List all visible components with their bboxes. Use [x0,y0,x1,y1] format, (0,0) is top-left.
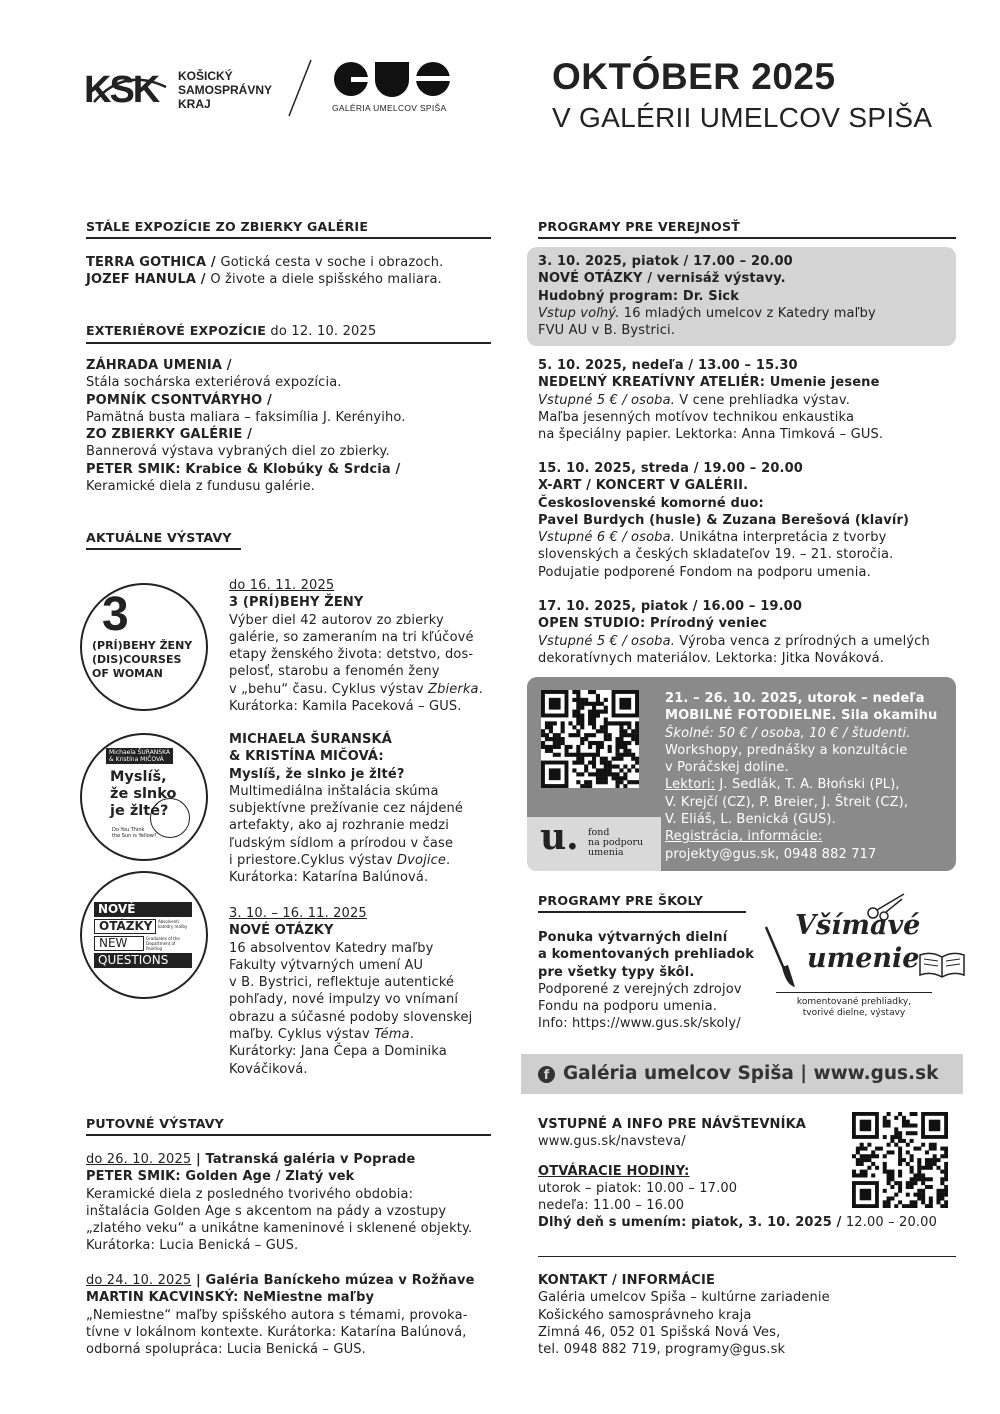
program-text: v Poráčskej doline. [665,760,789,776]
traveling-text: „Nemiestne“ maľby spišského autora s témami, provoka- [86,1307,468,1323]
program-text: FVU AU v B. Bystrici. [538,323,676,339]
traveling-exhibition-2 [86,1272,475,1358]
program-text-part: 16 mladých umelcov z Katedry maľby [619,305,876,321]
skoly-title: pre všetky typy škôl. [538,964,695,980]
program-title: X-ART / KONCERT V GALÉRII. [538,478,749,494]
vsimave-caption-line: tvorivé dielne, výstavy [802,1008,906,1018]
exterier-item-title: ZÁHRADA UMENIA / [86,358,232,373]
vsimave-logo-line: Všímavé [795,910,921,941]
stale-item-title: JOZEF HANULA / [86,272,211,288]
svg-text:KSK: KSK [84,69,159,111]
program-date: 5. 10. 2025, nedeľa / 13.00 – 15.30 [538,358,798,373]
traveling-text: tívne v lokálnom kontexte. Kurátorka: Katarína Balúnová, [86,1324,467,1340]
stale-item [86,254,443,271]
exhibition-curator: Kurátorky: Jana Čepa a Dominika [229,1044,447,1060]
kontakt-line: Galéria umelcov Spiša – kultúrne zariadenie [538,1290,830,1306]
logo-sun-circle [150,798,190,838]
visitor-info-heading: VSTUPNÉ A INFO PRE NÁVŠTEVNÍKA [538,1117,807,1132]
program-text [538,392,883,409]
fond-logo-line: umenia [588,847,624,858]
kontakt-heading: KONTAKT / INFORMÁCIE [538,1273,715,1288]
program-text: Workshopy, prednášky a konzultácie [665,742,908,758]
logo-names-box [106,748,173,764]
gus-name: GALÉRIA UMELCOV SPIŠA [332,103,447,113]
program-4 [538,598,930,667]
exhibition-logo-myslis [80,733,208,861]
traveling-title: MARTIN KACVINSKÝ: NeMiestne maľby [86,1290,375,1306]
vsimave-logo [795,909,920,975]
logo-big-number: 3 [102,588,129,641]
exhibition-text: subjektívne prežívanie cez nájdené [229,801,464,817]
program-text: dekoratívnych materiálov. Lektorka: Jitka Nováková. [538,650,885,666]
exhibition-title: & KRISTÍNA MIČOVÁ: [229,749,384,765]
program-text [538,633,930,650]
exhibition-text-part: v „behu“ času. Cyklus výstav [229,681,429,697]
program-lecturers-label: Lektori: [665,777,716,793]
traveling-date-venue [86,1272,475,1289]
exhibition-nove-otazky [229,905,472,1078]
logo-line: the Sun is Yellow? [112,833,157,839]
stale-heading-text: STÁLE EXPOZÍCIE ZO ZBIERKY GALÉRIE [86,219,369,234]
program-text-part: Unikátna interpretácia z tvorby [674,530,887,546]
vsimave-logo-line: umenie [807,943,920,974]
program-title: Československé komorné duo: [538,495,764,511]
program-title: Hudobný program: Dr. Sick [538,288,740,304]
skoly-title: Ponuka výtvarných dielní [538,930,728,945]
traveling-text: odborná spolupráca: Lucia Benická – GUS. [86,1342,366,1358]
section-heading-exterier [86,323,491,344]
program-date: 15. 10. 2025, streda / 19.00 – 20.00 [538,461,804,476]
ksk-logo [84,62,174,112]
section-heading-stale [86,219,491,239]
exhibition-text: Fakulty výtvarných umení AU [229,957,424,973]
kontakt-divider [538,1256,956,1257]
traveling-exhibition-1 [86,1151,472,1255]
website-banner-text[interactable]: Galéria umelcov Spiša | www.gus.sk [563,1063,939,1084]
visitor-info-link[interactable]: www.gus.sk/navsteva/ [538,1134,686,1150]
exterier-item-text: Stála sochárska exteriérová expozícia. [86,375,342,391]
exterier-item-title: POMNÍK CSONTVÁRYHO / [86,392,272,408]
logo-line: OF WOMAN [92,667,163,680]
vsimave-divider [776,992,932,993]
logo-line: NOVÉ [94,902,192,917]
fond-logo-text [588,828,643,858]
programy-heading-text: PROGRAMY PRE VEREJNOSŤ [538,219,741,234]
logo-line: že slnko [110,786,177,802]
program-3 [538,460,909,581]
logo-lines [92,639,192,681]
program-registration-label: Registrácia, informácie: [665,829,823,845]
section-heading-skoly [538,893,746,913]
program-text: V. Eliáš, L. Benická (GUS). [665,812,836,828]
traveling-text: Kurátorka: Lucia Benická – GUS. [86,1238,299,1254]
logo-line: Myslíš, [110,769,167,785]
putovne-heading-text: PUTOVNÉ VÝSTAVY [86,1116,224,1131]
traveling-date-venue [86,1151,472,1168]
traveling-title: PETER SMIK: Golden Age / Zlatý vek [86,1169,355,1185]
exhibition-text: pelosť, starobu a fenomén ženy [229,664,440,680]
stale-item [86,271,443,288]
long-day-time: 12.00 – 20.00 [841,1215,938,1231]
exhibition-date: do 16. 11. 2025 [229,578,335,593]
exhibition-title: MICHAELA ŠURANSKÁ [229,732,392,747]
program-text-part: Výroba venca z prírodných a umelých [674,633,930,649]
program-text: V. Krejčí (CZ), P. Breier, J. Štreit (CZ), [665,794,909,810]
exterier-item-text: Bannerová výstava vybraných diel zo zbierky. [86,444,390,460]
skoly-title: a komentovaných prehliadok [538,947,755,963]
opening-hours-line [538,1214,937,1231]
fond-logo-line: na podporu [588,837,644,848]
skoly-text-line: Podporené z verejných zdrojov [538,981,742,997]
exhibition-text: etapy ženského života: detstvo, dos- [229,647,474,663]
kontakt-line: Košického samosprávneho kraja [538,1307,752,1323]
program-price: Vstupné 6 € / osoba. [538,530,675,546]
website-banner[interactable] [521,1054,963,1094]
opening-hours-heading: OTVÁRACIE HODINY: [538,1163,690,1179]
book-icon [918,949,966,979]
skoly-text-line: Fondu na podporu umenia. [538,999,717,1015]
program-text: Maľba jesenných motívov technikou enkaustika [538,409,855,425]
skoly-heading-text: PROGRAMY PRE ŠKOLY [538,893,704,908]
exhibition-text: Výber diel 42 autorov zo zbierky [229,612,444,628]
fond-logo-mark: u. [540,816,579,858]
section-heading-putovne [86,1116,491,1136]
program-text: na špeciálny papier. Lektorka: Anna Timková – GUS. [538,427,884,443]
program-date: 3. 10. 2025, piatok / 17.00 – 20.00 [538,254,793,269]
stale-list [86,254,443,289]
long-day-label: Dlhý deň s umením: piatok, 3. 10. 2025 / [538,1215,842,1231]
program-5 [665,690,937,863]
exhibition-title: Myslíš, že slnko je žlté? [229,766,405,782]
logo-line: (PRÍ)BEHY ŽENY [92,639,193,652]
exhibition-text: obrazu a súčasné podoby slovenskej [229,1009,473,1025]
traveling-text: Keramické diela z posledného tvorivého obdobia: [86,1186,414,1202]
program-date: 21. – 26. 10. 2025, utorok – nedeľa [665,691,925,706]
exhibition-text-part: maľby. Cyklus výstav [229,1027,375,1043]
section-heading-aktualne [86,530,241,550]
program-title: OPEN STUDIO: Prírodný veniec [538,616,768,632]
traveling-venue: | Galéria Baníckeho múzea v Rožňave [191,1273,475,1288]
program-text: slovenských a českých skladateľov 19. – 21. storočia. [538,547,894,563]
program-title: NEDEĽNÝ KREATÍVNY ATELIÉR: Umenie jesene [538,375,880,391]
program-price: Vstupné 5 € / osoba. [538,392,675,408]
exhibition-text: 16 absolventov Katedry maľby [229,940,434,956]
stale-item-title: TERRA GOTHICA / [86,255,221,270]
traveling-venue: | Tatranská galéria v Poprade [191,1152,416,1167]
vsimave-caption-line: komentované prehliadky, [796,997,912,1007]
traveling-text: inštalácia Golden Age s akcentom na pády a vzostupy [86,1203,447,1219]
skoly-link[interactable]: Info: https://www.gus.sk/skoly/ [538,1016,741,1032]
exhibition-curator: Kurátorka: Kamila Paceková – GUS. [229,699,462,715]
logo-line: je žlté? [110,803,169,819]
exhibition-text: artefakty, ako aj rozhranie medzi [229,818,450,834]
exhibition-cycle-name: Téma [374,1027,410,1043]
logo-line: OTÁZKY [94,919,156,934]
stale-item-text: O živote a diele spišského maliara. [210,272,442,288]
traveling-text: „zlatého veku“ a unikátne kameninové i sklenené objekty. [86,1221,473,1237]
exhibition-myslis [229,731,463,887]
traveling-date: do 24. 10. 2025 [86,1273,192,1288]
exhibition-curator: Kurátorka: Katarína Balúnová. [229,870,429,886]
program-title: NOVÉ OTÁZKY / vernisáž výstavy. [538,271,786,287]
exhibition-text: i priestore.Cyklus výstav Dvojice. [229,853,451,869]
exterier-item-text: Pamätná busta maliara – faksimília J. Kerényiho. [86,409,406,425]
logo-subtitle: Absolventi katedry maľby [158,919,188,929]
logo-line: QUESTIONS [94,953,192,968]
exhibition-date: 3. 10. – 16. 11. 2025 [229,906,367,921]
qr-code-fotodielne[interactable] [541,690,639,788]
kontakt-line: Zimná 46, 052 01 Spišská Nová Ves, [538,1324,781,1340]
kontakt-line[interactable]: tel. 0948 882 719, programy@gus.sk [538,1342,786,1358]
exhibition-curator: Kováčiková. [229,1061,308,1077]
program-1 [538,253,876,339]
opening-hours-line: utorok – piatok: 10.00 – 17.00 [538,1180,738,1196]
program-date: 17. 10. 2025, piatok / 16.00 – 19.00 [538,599,803,614]
skoly-text [538,929,754,1033]
stale-item-text: Gotická cesta v soche i obrazoch. [220,255,444,270]
exhibition-logo-nove-otazky [80,871,208,999]
ksk-name: KOŠICKÝ SAMOSPRÁVNY KRAJ [178,69,273,111]
qr-code-visitor-info[interactable] [852,1112,948,1208]
exhibition-text: maľby. Cyklus výstav Téma. [229,1027,414,1043]
exhibition-text-part: i priestore.Cyklus výstav [229,853,397,869]
exhibition-text: pohľady, nové impulzy vo vnímaní [229,992,459,1008]
logo-line: Michaela ŠURANSKÁ [109,749,171,756]
program-text [665,776,937,793]
program-text-part: V cene prehliadka výstav. [674,392,850,408]
facebook-icon[interactable]: f [538,1066,555,1083]
aktualne-heading-text: AKTUÁLNE VÝSTAVY [86,530,232,545]
page-title: OKTÓBER 2025 [552,56,836,97]
program-text [538,305,876,322]
exhibition-text: v „behu“ času. Cyklus výstav Zbierka. [229,681,483,697]
program-title: MOBILNÉ FOTODIELNE. Sila okamihu [665,708,938,724]
exterier-item-title: PETER SMIK: Krabice & Klobúky & Srdcia / [86,461,401,477]
program-title: Pavel Burdych (husle) & Zuzana Berešová (klavír) [538,512,910,528]
exhibition-text: v B. Bystrici, reflektuje autentické [229,975,455,991]
exhibition-3-pribehy [229,577,483,715]
page-subtitle: V GALÉRII UMELCOV SPIŠA [552,102,933,133]
exhibition-cycle-name: Zbierka [428,681,479,697]
logo-line: (DIS)COURSES [92,653,182,666]
logo-line: Do You Think [112,827,145,833]
section-heading-programy [538,219,956,239]
fond-logo-line: fond [588,827,610,838]
exhibition-text: galérie, so zameraním na tri kľúčové [229,629,474,645]
program-text-part: J. Sedlák, T. A. Błoński (PL), [715,777,900,793]
vsimave-caption [776,997,932,1019]
logo-subtitle: Graduates of the Department of Painting [146,936,180,951]
logo-line: NEW [94,936,144,951]
program-price: Školné: 50 € / osoba, 10 € / študenti. [665,725,911,741]
program-price: Vstupné 5 € / osoba. [538,633,675,649]
logo-divider-slash [285,58,315,118]
exhibition-text: ľudským sídlom a prírodou v čase [229,835,454,851]
exhibition-logo-3-pribehy [80,583,208,711]
traveling-date: do 26. 10. 2025 [86,1152,192,1167]
exhibition-cycle-name: Dvojice [396,853,447,869]
brush-icon [762,925,798,991]
opening-hours-line: nedeľa: 11.00 – 16.00 [538,1198,685,1214]
exterier-item-text: Keramické diela z fundusu galérie. [86,479,316,495]
exterier-heading-text: EXTERIÉROVÉ EXPOZÍCIE [86,323,267,338]
gus-logo [333,60,453,100]
program-price: Vstup voľný. [538,305,620,321]
exterier-heading-date: do 12. 10. 2025 [266,324,377,339]
program-text: Podujatie podporené Fondom na podporu umenia. [538,564,871,580]
program-contact[interactable]: projekty@gus.sk, 0948 882 717 [665,846,877,862]
logo-english [112,827,157,839]
exterier-list [86,357,406,495]
kontakt-section [538,1272,830,1358]
exhibition-text: Multimediálna inštalácia skúma [229,783,439,799]
program-2 [538,357,883,443]
exterier-item-title: ZO ZBIERKY GALÉRIE / [86,427,252,443]
exhibition-title: NOVÉ OTÁZKY [229,923,334,939]
program-text [538,529,909,546]
exhibition-title: 3 (PRÍ)BEHY ŽENY [229,595,364,611]
logo-line: & Kristína MIČOVÁ [109,756,164,763]
